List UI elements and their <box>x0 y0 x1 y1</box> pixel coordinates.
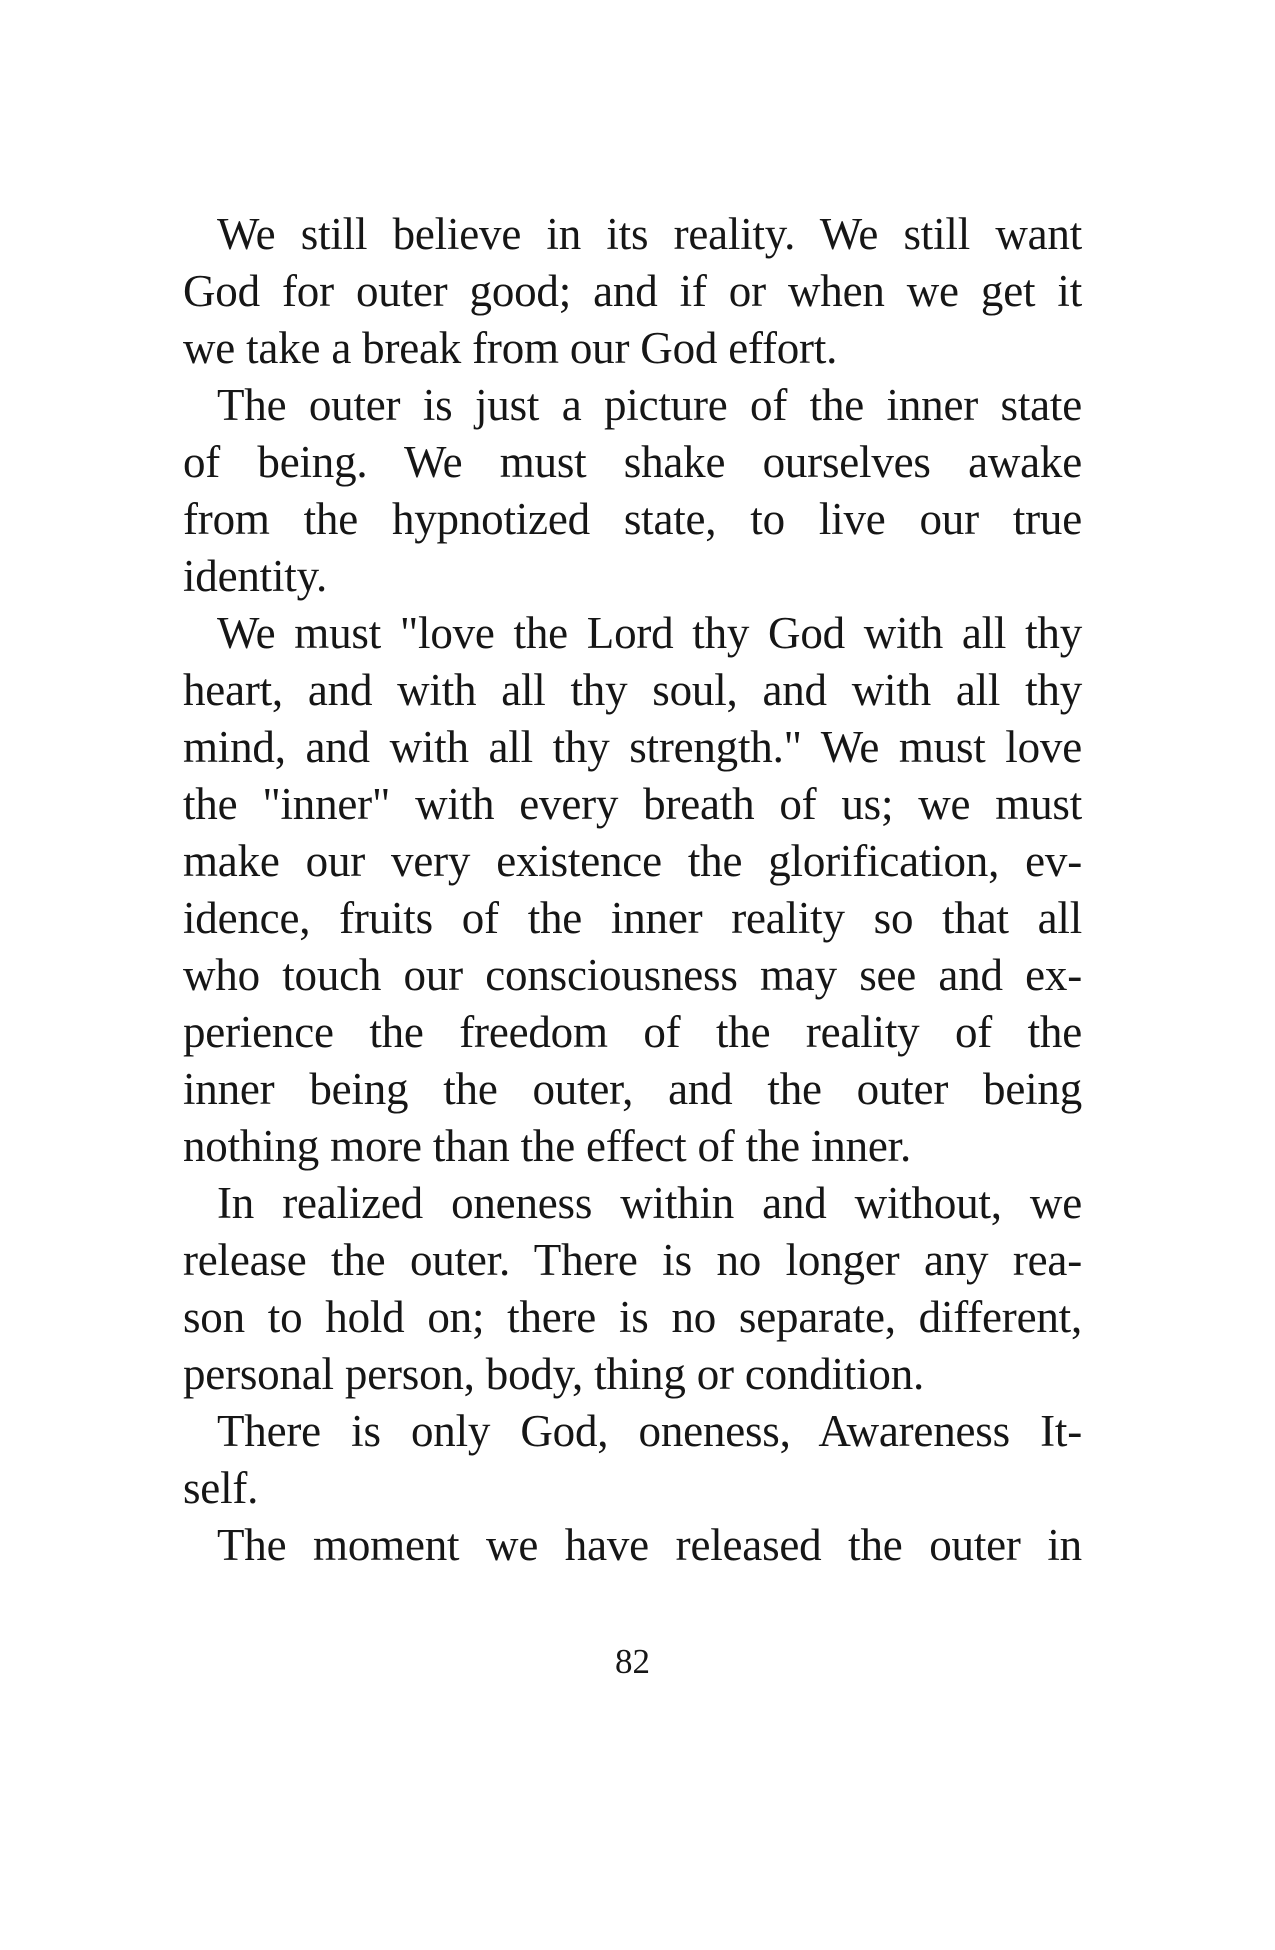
text-line: God for outer good; and if or when we get it <box>183 266 1082 316</box>
text-line: There is only God, oneness, Awareness It- <box>217 1406 1082 1456</box>
text-line: In realized oneness within and without, we <box>217 1178 1082 1228</box>
text-line: release the outer. There is no longer any rea- <box>183 1235 1082 1285</box>
text-line: heart, and with all thy soul, and with all thy <box>183 665 1082 715</box>
page-number: 82 <box>615 1642 650 1681</box>
text-line: of being. We must shake ourselves awake <box>183 437 1082 487</box>
text-line: identity. <box>183 551 328 601</box>
text-line: mind, and with all thy strength." We must love <box>183 722 1082 772</box>
paragraph <box>183 1517 1082 1574</box>
paragraph <box>183 605 1082 1175</box>
text-line: from the hypnotized state, to live our true <box>183 494 1082 544</box>
text-line: perience the freedom of the reality of the <box>183 1007 1082 1057</box>
text-line: self. <box>183 1463 259 1513</box>
text-line: The moment we have released the outer in <box>217 1520 1082 1570</box>
paragraph <box>183 206 1082 377</box>
paragraph <box>183 377 1082 605</box>
paragraph <box>183 1175 1082 1403</box>
text-line: personal person, body, thing or condition. <box>183 1349 925 1399</box>
text-line: we take a break from our God effort. <box>183 323 838 373</box>
text-line: We still believe in its reality. We still want <box>217 209 1082 259</box>
text-line: who touch our consciousness may see and ex- <box>183 950 1082 1000</box>
text-line: The outer is just a picture of the inner state <box>217 380 1082 430</box>
text-line: nothing more than the effect of the inner. <box>183 1121 912 1171</box>
text-line: make our very existence the glorification, ev- <box>183 836 1082 886</box>
text-line: We must "love the Lord thy God with all thy <box>217 608 1082 658</box>
text-line: idence, fruits of the inner reality so that all <box>183 893 1082 943</box>
text-line: inner being the outer, and the outer being <box>183 1064 1082 1114</box>
text-line: the "inner" with every breath of us; we must <box>183 779 1082 829</box>
paragraph <box>183 1403 1082 1517</box>
text-line: son to hold on; there is no separate, different, <box>183 1292 1082 1342</box>
page-text <box>183 206 1082 1574</box>
